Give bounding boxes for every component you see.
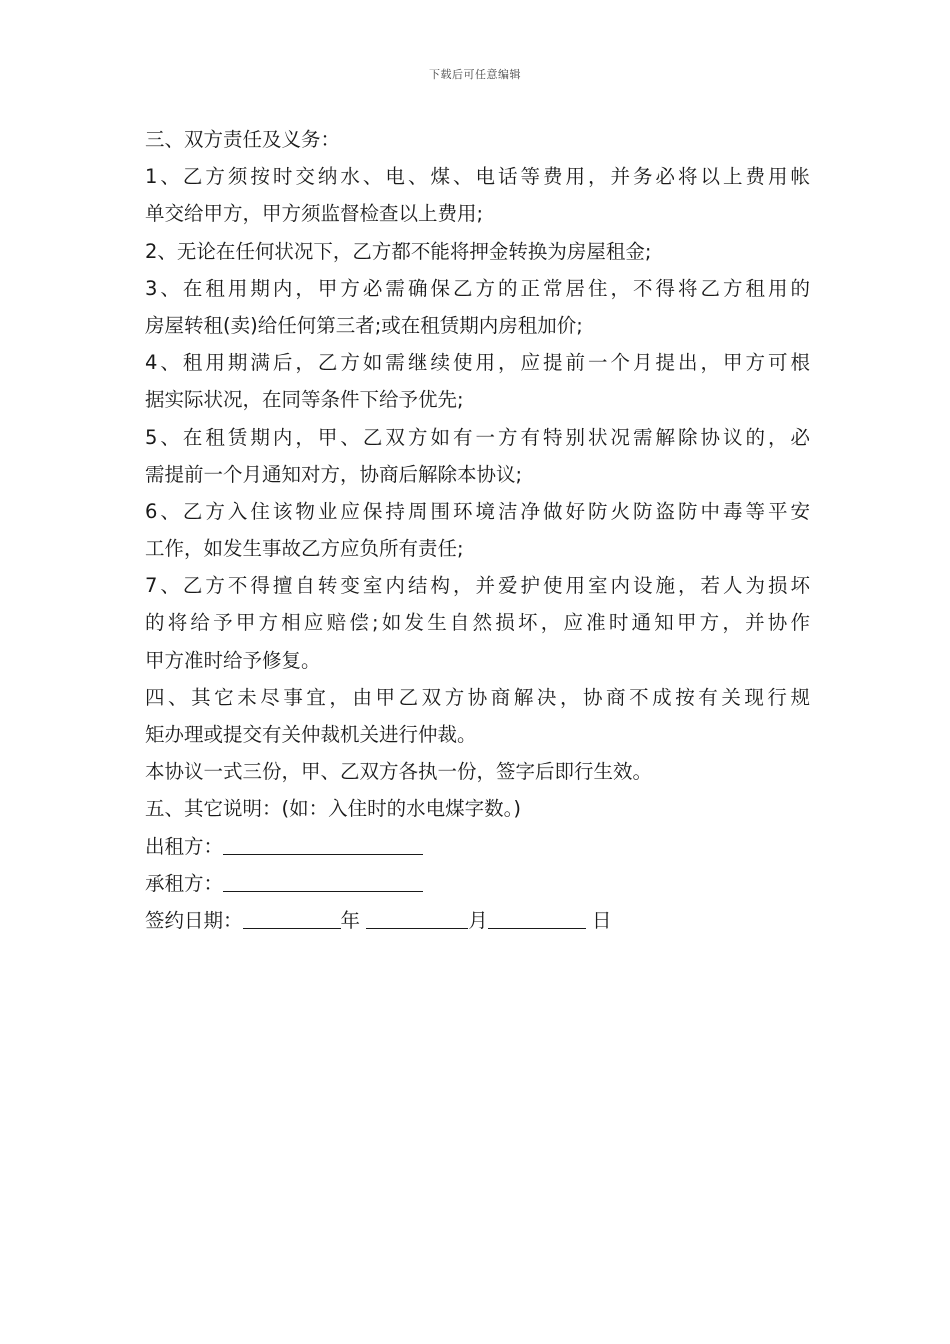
page-header-note: 下载后可任意编辑 <box>429 68 521 81</box>
lessor-signature-blank[interactable] <box>223 832 423 855</box>
section-heading-responsibilities: 三、双方责任及义务： <box>145 128 341 151</box>
document-body <box>145 121 810 939</box>
signing-date-line <box>145 902 810 939</box>
lessee-signature-line <box>145 865 810 902</box>
lessee-signature-blank[interactable] <box>223 869 423 892</box>
clause-5-line-1: 5、在租赁期内，甲、乙双方如有一方有特别状况需解除协议的，必 <box>145 425 810 449</box>
section-four-line-2: 矩办理或提交有关仲裁机关进行仲裁。 <box>145 723 477 746</box>
lessor-signature-line <box>145 828 810 865</box>
year-blank[interactable] <box>243 906 341 929</box>
clause-6-line-1: 6、乙方入住该物业应保持周围环境洁净做好防火防盗防中毒等平安 <box>145 499 810 523</box>
day-label: 日 <box>591 908 612 932</box>
signing-date-label: 签约日期： <box>145 908 243 932</box>
clause-2-line-1: 2、无论在任何状况下，乙方都不能将押金转换为房屋租金; <box>145 239 652 263</box>
section-four-line-1: 四、其它未尽事宜，由甲乙双方协商解决，协商不成按有关现行规 <box>145 685 810 709</box>
clause-4-line-2: 据实际状况，在同等条件下给予优先; <box>145 388 464 412</box>
lessor-label: 出租方： <box>145 834 224 858</box>
month-blank[interactable] <box>366 906 468 929</box>
day-blank[interactable] <box>488 906 586 929</box>
month-label: 月 <box>468 908 488 932</box>
clause-6-line-2: 工作，如发生事故乙方应负所有责任; <box>145 537 464 561</box>
clause-1-line-2: 单交给甲方，甲方须监督检查以上费用; <box>145 202 484 226</box>
clause-7-line-3: 甲方准时给予修复。 <box>145 648 321 672</box>
year-label: 年 <box>340 908 361 932</box>
section-five-other-notes: 五、其它说明：(如：入住时的水电煤字数。) <box>145 797 521 821</box>
lessee-label: 承租方： <box>145 871 224 895</box>
copies-statement: 本协议一式三份，甲、乙双方各执一份，签字后即行生效。 <box>145 760 653 784</box>
clause-1-line-1: 1、乙方须按时交纳水、电、煤、电话等费用，并务必将以上费用帐 <box>145 165 810 189</box>
clause-7-line-1: 7、乙方不得擅自转变室内结构，并爱护使用室内设施，若人为损坏 <box>145 574 810 598</box>
clause-7-line-2: 的将给予甲方相应赔偿;如发生自然损坏，应准时通知甲方，并协作 <box>145 611 810 635</box>
clause-5-line-2: 需提前一个月通知对方，协商后解除本协议; <box>145 462 523 486</box>
clause-3-line-2: 房屋转租(卖)给任何第三者;或在租赁期内房租加价; <box>145 313 583 337</box>
clause-3-line-1: 3、在租用期内，甲方必需确保乙方的正常居住，不得将乙方租用的 <box>145 276 810 300</box>
clause-4-line-1: 4、租用期满后，乙方如需继续使用，应提前一个月提出，甲方可根 <box>145 351 810 375</box>
